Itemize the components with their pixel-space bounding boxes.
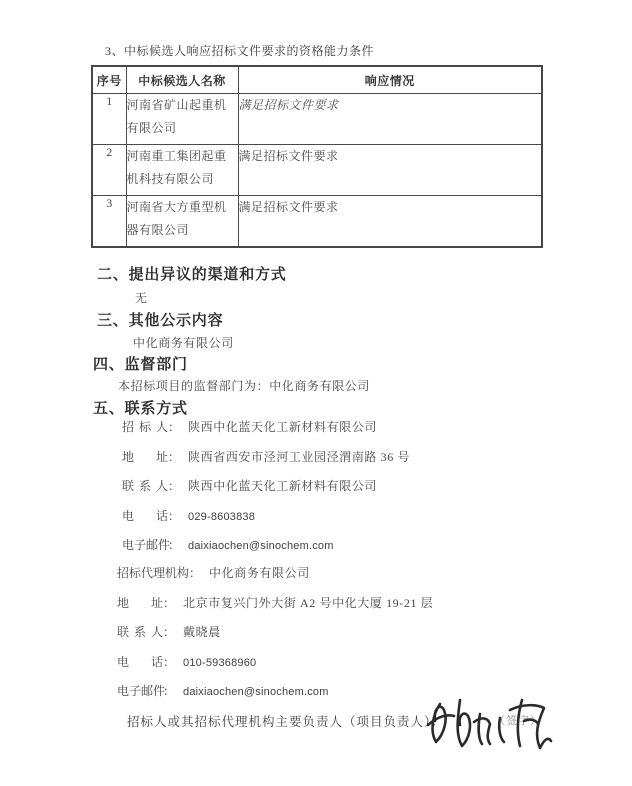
section-objection-body: 无 [135, 291, 148, 305]
contact-value: 陕西中化蓝天化工新材料有限公司 [188, 420, 378, 434]
candidates-table [91, 65, 543, 248]
section-supervise-body: 本招标项目的监督部门为：中化商务有限公司 [118, 379, 371, 393]
colon: ： [168, 420, 181, 434]
row-number: 1 [92, 94, 126, 145]
section-objection-heading: 二、提出异议的渠道和方式 [97, 267, 287, 283]
contact-label: 地址 [117, 595, 163, 610]
contact-row [117, 623, 433, 640]
colon: ： [189, 566, 202, 580]
contact-label: 电子邮件 [117, 684, 166, 698]
row-number: 3 [92, 196, 126, 248]
col-header-no: 序号 [92, 66, 126, 94]
signature-note: （签字） [494, 715, 542, 727]
section-contact-heading: 五、联系方式 [93, 401, 188, 417]
colon: ： [163, 684, 176, 698]
contact-label: 联系人 [117, 625, 163, 639]
agency-contact-block [117, 564, 433, 712]
section-3-heading: 3、中标候选人响应招标文件要求的资格能力条件 [105, 44, 375, 58]
response-status: 满足招标文件要求 [238, 196, 542, 248]
contact-row [122, 418, 410, 435]
contact-value: 北京市复兴门外大街 A2 号中化大厦 19-21 层 [183, 595, 434, 610]
table-row [92, 196, 542, 248]
section-other-body: 中化商务有限公司 [133, 336, 234, 350]
contact-label: 电话 [117, 654, 163, 669]
table-row [92, 94, 542, 145]
contact-label: 招标代理机构 [117, 566, 190, 580]
contact-label: 电话 [122, 508, 168, 523]
table-header-row [92, 66, 542, 94]
contact-label: 电子邮件 [122, 538, 171, 552]
contact-row [117, 653, 433, 670]
contact-value: 陕西中化蓝天化工新材料有限公司 [188, 479, 378, 493]
candidate-name: 河南省大方重型机器有限公司 [126, 196, 238, 248]
response-status: 满足招标文件要求 [238, 94, 542, 145]
contact-value: 陕西省西安市泾河工业园泾渭南路 36 号 [188, 449, 411, 464]
colon: ： [168, 449, 181, 464]
colon: ： [163, 654, 176, 669]
handwritten-signature-icon [424, 694, 552, 752]
contact-value: 中化商务有限公司 [209, 566, 310, 580]
contact-row [122, 536, 410, 553]
contact-value: daixiaochen@sinochem.com [183, 686, 329, 698]
tenderer-contact-block [122, 418, 410, 566]
contact-row [122, 448, 410, 465]
contact-label: 地址 [122, 449, 168, 464]
row-number: 2 [92, 145, 126, 196]
contact-value: 029-8603838 [188, 510, 256, 523]
colon: ： [168, 508, 181, 523]
col-header-response: 响应情况 [238, 66, 542, 94]
contact-row [117, 564, 433, 581]
col-header-name: 中标候选人名称 [126, 66, 238, 94]
contact-value: 戴晓晨 [183, 625, 221, 639]
colon: ： [163, 625, 176, 639]
response-status: 满足招标文件要求 [238, 145, 542, 196]
contact-row [122, 507, 410, 524]
candidate-name: 河南重工集团起重机科技有限公司 [126, 145, 238, 196]
section-supervise-heading: 四、监督部门 [93, 357, 188, 373]
colon: ： [163, 595, 176, 610]
colon: ： [168, 479, 181, 493]
contact-row [117, 594, 433, 611]
section-other-heading: 三、其他公示内容 [97, 313, 224, 329]
contact-value: daixiaochen@sinochem.com [188, 540, 334, 552]
candidate-name: 河南省矿山起重机有限公司 [126, 94, 238, 145]
contact-label: 招标人 [122, 420, 168, 434]
signature-caption: 招标人或其招标代理机构主要负责人（项目负责人）： [127, 715, 445, 729]
colon: ： [168, 538, 181, 552]
contact-label: 联系人 [122, 479, 168, 493]
contact-row [122, 477, 410, 494]
table-row [92, 145, 542, 196]
contact-row [117, 682, 433, 699]
contact-value: 010-59368960 [183, 656, 257, 669]
